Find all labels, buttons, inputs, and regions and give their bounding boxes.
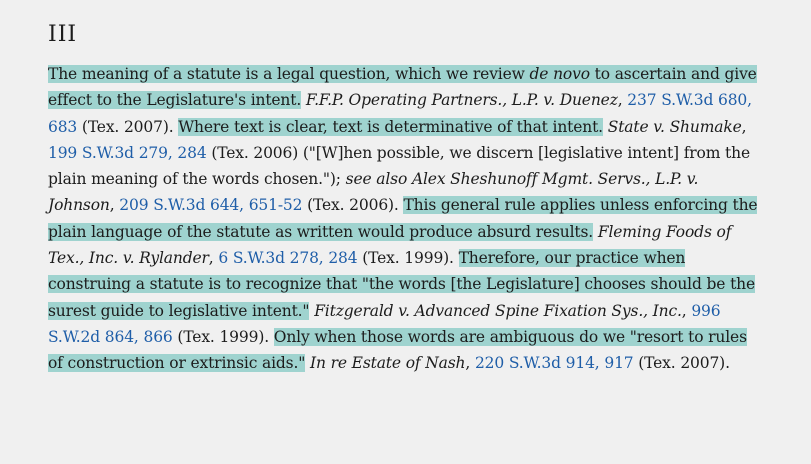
highlighted-text[interactable]: Where text is clear, text is determinative of that intent. xyxy=(178,117,603,136)
text-segment: (Tex. 2006). xyxy=(302,196,404,215)
citation-link[interactable]: 996 S.W.2d 864, 866 xyxy=(48,301,721,346)
highlighted-text[interactable]: This general rule applies unless enforcing the plain language of the statute as written would produce absurd results. xyxy=(48,196,758,241)
case-name: Fleming Foods of Tex., Inc. v. Rylander xyxy=(48,222,732,268)
text-segment: , xyxy=(617,91,628,110)
citation-link[interactable]: 6 S.W.3d 278, 284 xyxy=(218,249,358,268)
opinion-paragraph xyxy=(48,61,763,377)
citation-link[interactable]: 209 S.W.3d 644, 651-52 xyxy=(119,196,303,215)
text-segment: , xyxy=(681,301,692,320)
highlighted-text[interactable]: Only when those words are ambiguous do we "resort to rules of construction or extrinsic aids." xyxy=(48,327,747,373)
case-name: see also Alex Sheshunoff Mgmt. Servs., L.P. v. Johnson xyxy=(48,170,699,215)
italic-term: de novo xyxy=(529,65,590,83)
text-segment: (Tex. 2007). xyxy=(633,354,730,373)
text-segment: , xyxy=(465,354,475,373)
highlighted-text[interactable]: Therefore, our practice when construing a statute is to recognize that "the words [the Legislature] chooses should be the surest guide to legislative intent." xyxy=(48,249,756,320)
section-heading: III xyxy=(48,22,78,47)
case-name: F.F.P. Operating Partners., L.P. v. Duenez xyxy=(305,91,618,110)
text-segment: (Tex. 2007). xyxy=(77,117,179,136)
case-name: Fitzgerald v. Advanced Spine Fixation Sys., Inc. xyxy=(314,301,682,320)
text-segment: The meaning of a statute is a legal question, which we review xyxy=(48,65,530,83)
citation-link[interactable]: 220 S.W.3d 914, 917 xyxy=(474,354,634,373)
text-segment: (Tex. 1999). xyxy=(357,249,459,268)
text-segment: (Tex. 1999). xyxy=(172,327,274,346)
text-segment: , xyxy=(741,117,747,136)
citation-link[interactable]: 199 S.W.3d 279, 284 xyxy=(48,143,207,162)
text-segment: to ascertain and give effect to the Legislature's intent. xyxy=(48,65,757,110)
text-segment: (Tex. 2006) ("[W]hen possible, we discern [legislative intent] from the plain meaning of the words chosen."); xyxy=(48,143,750,189)
citation-link[interactable]: 237 S.W.3d 680, 683 xyxy=(48,91,752,136)
text-segment: , xyxy=(109,196,120,215)
text-segment: , xyxy=(208,249,219,268)
case-name: In re Estate of Nash xyxy=(310,354,466,373)
case-name: State v. Shumake xyxy=(607,117,742,136)
